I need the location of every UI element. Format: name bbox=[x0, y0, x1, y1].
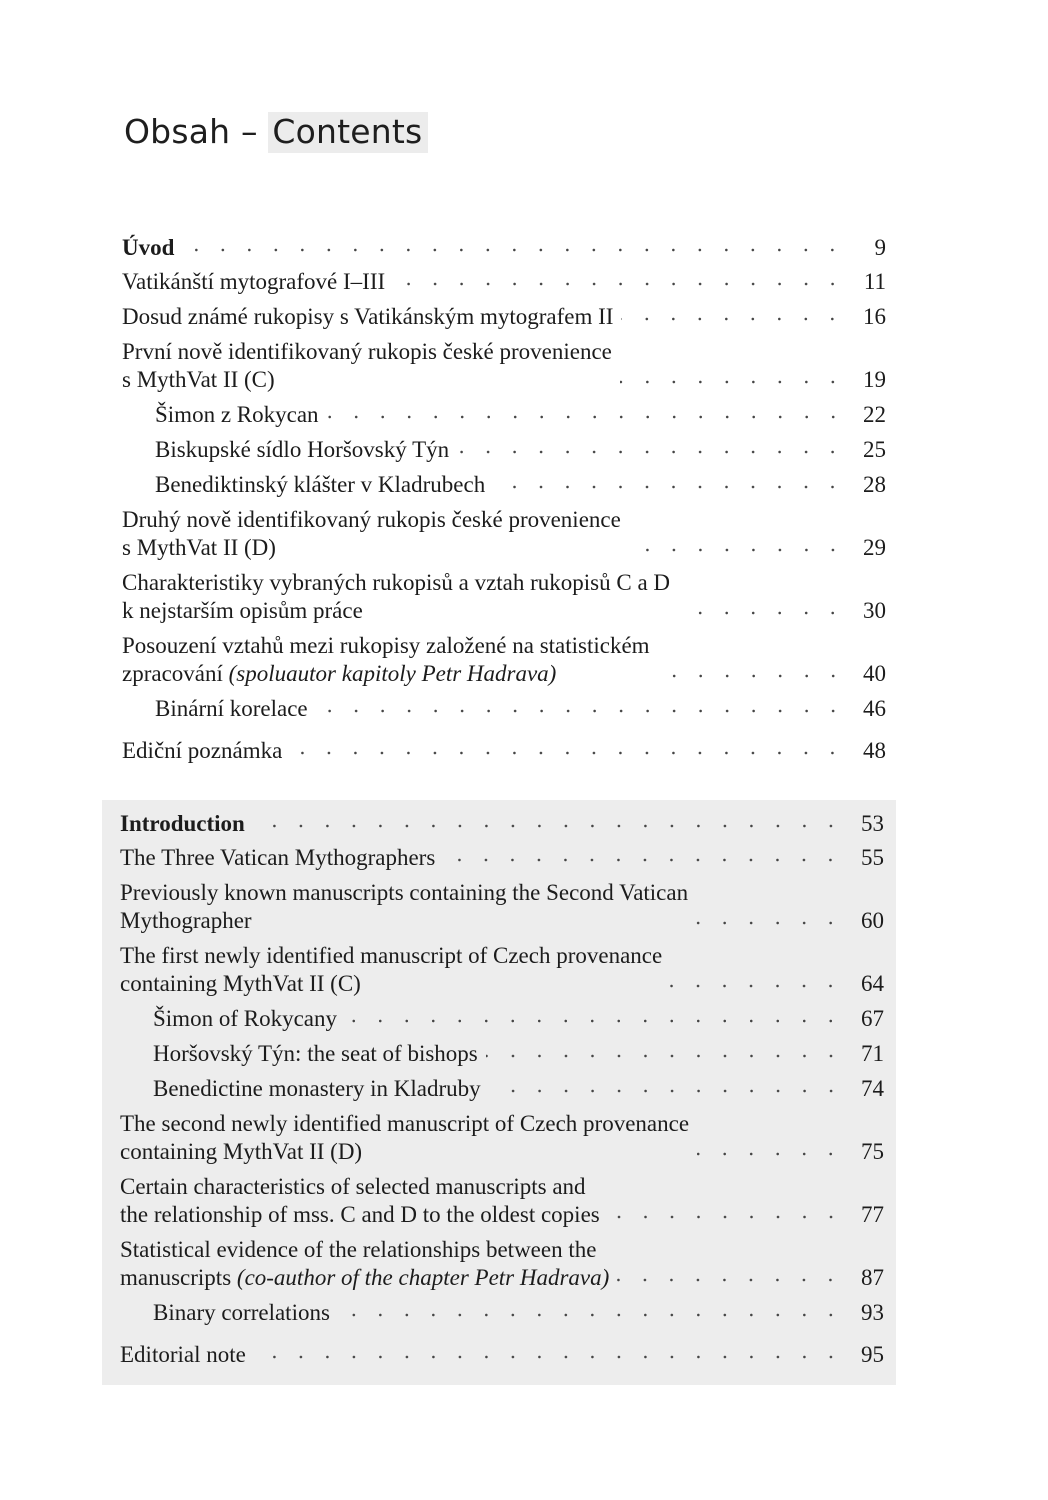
entry-title bbox=[155, 401, 319, 429]
czech-toc-entry[interactable] bbox=[122, 695, 886, 723]
page-number: 19 bbox=[863, 367, 886, 392]
dot-leader bbox=[697, 1151, 844, 1157]
english-toc-entry[interactable] bbox=[120, 810, 884, 838]
entry-title-line: Biskupské sídlo Horšovský Týn bbox=[155, 437, 450, 462]
page-number: 77 bbox=[861, 1202, 884, 1227]
english-toc-entry[interactable] bbox=[120, 1040, 884, 1068]
english-toc-entry[interactable] bbox=[120, 844, 884, 872]
dot-leader bbox=[696, 920, 844, 926]
dot-leader bbox=[327, 414, 846, 420]
czech-toc-entry[interactable] bbox=[122, 569, 886, 625]
entry-coauthor-note: (co-author of the chapter Petr Hadrava) bbox=[236, 1265, 610, 1290]
dot-leader bbox=[254, 1354, 844, 1360]
entry-title bbox=[122, 506, 621, 562]
entry-title bbox=[122, 569, 670, 625]
english-table-of-contents bbox=[120, 810, 884, 1369]
title-czech: Obsah bbox=[124, 112, 231, 151]
dot-leader bbox=[629, 547, 846, 553]
page-number: 93 bbox=[861, 1300, 884, 1325]
dot-leader bbox=[457, 449, 846, 455]
entry-title-line: containing MythVat II (D) bbox=[120, 1139, 363, 1164]
entry-title bbox=[120, 844, 435, 872]
entry-title bbox=[122, 234, 174, 262]
dot-leader bbox=[489, 1088, 844, 1094]
page-number: 9 bbox=[874, 235, 886, 260]
entry-title bbox=[155, 695, 308, 723]
dot-leader bbox=[253, 823, 844, 829]
entry-title-line: Benediktinský klášter v Kladrubech bbox=[155, 472, 486, 497]
entry-title-line: Vatikánští mytografové I–III bbox=[122, 269, 386, 294]
entry-title-line: Posouzení vztahů mezi rukopisy založené na statistickém bbox=[122, 633, 650, 658]
page-number: 28 bbox=[863, 472, 886, 497]
english-toc-entry[interactable] bbox=[120, 1299, 884, 1327]
czech-toc-entry[interactable] bbox=[122, 338, 886, 394]
czech-toc-entry[interactable] bbox=[122, 401, 886, 429]
page-number: 71 bbox=[861, 1041, 884, 1066]
entry-title-line: s MythVat II (C) bbox=[122, 367, 275, 392]
english-toc-entry[interactable] bbox=[120, 1173, 884, 1229]
entry-title-line: manuscripts (co-author of the chapter Petr Hadrava) bbox=[120, 1265, 610, 1290]
page-number: 16 bbox=[863, 304, 886, 329]
dot-leader bbox=[493, 484, 846, 490]
entry-title-line: Ediční poznámka bbox=[122, 738, 283, 763]
czech-toc-entry[interactable] bbox=[122, 471, 886, 499]
dot-leader bbox=[621, 316, 846, 322]
entry-title-line: Úvod bbox=[122, 235, 175, 260]
entry-title-line: The second newly identified manuscript of Czech provenance bbox=[120, 1111, 690, 1136]
page-number: 95 bbox=[861, 1342, 884, 1367]
entry-title-line: První nově identifikovaný rukopis české provenience bbox=[122, 339, 612, 364]
entry-title bbox=[120, 1236, 609, 1292]
page-number: 22 bbox=[863, 402, 886, 427]
entry-title bbox=[122, 338, 612, 394]
entry-title bbox=[120, 1173, 600, 1229]
entry-title-line: Binární korelace bbox=[155, 696, 308, 721]
dot-leader bbox=[338, 1312, 844, 1318]
czech-toc-entry[interactable] bbox=[122, 506, 886, 562]
page-number: 74 bbox=[861, 1076, 884, 1101]
czech-table-of-contents bbox=[122, 234, 886, 765]
entry-title bbox=[155, 436, 449, 464]
entry-title bbox=[153, 1299, 330, 1327]
czech-toc-entry[interactable] bbox=[122, 737, 886, 765]
page-number: 30 bbox=[863, 598, 886, 623]
entry-title bbox=[155, 471, 485, 499]
entry-title bbox=[120, 942, 662, 998]
page-number: 29 bbox=[863, 535, 886, 560]
czech-toc-entry[interactable] bbox=[122, 234, 886, 262]
entry-title-line: zpracování (spoluautor kapitoly Petr Hadrava) bbox=[122, 661, 557, 686]
dot-leader bbox=[617, 1277, 844, 1283]
page-number: 53 bbox=[861, 811, 884, 836]
entry-title-line: k nejstarším opisům práce bbox=[122, 598, 363, 623]
entry-title-line: Druhý nově identifikovaný rukopis české provenience bbox=[122, 507, 621, 532]
entry-title-line: The Three Vatican Mythographers bbox=[120, 845, 436, 870]
entry-title-line: Horšovský Týn: the seat of bishops bbox=[153, 1041, 478, 1066]
entry-title-line: Introduction bbox=[120, 811, 245, 836]
dot-leader bbox=[316, 708, 846, 714]
entry-title bbox=[122, 303, 613, 331]
dot-leader bbox=[345, 1018, 844, 1024]
dot-leader bbox=[290, 750, 846, 756]
entry-title bbox=[120, 1110, 689, 1166]
entry-coauthor-note: (spoluautor kapitoly Petr Hadrava) bbox=[228, 661, 557, 686]
entry-title-line: Šimon z Rokycan bbox=[155, 402, 319, 427]
entry-title-line: Dosud známé rukopisy s Vatikánským mytografem II bbox=[122, 304, 614, 329]
dot-leader bbox=[486, 1053, 844, 1059]
czech-toc-entry[interactable] bbox=[122, 303, 886, 331]
title-english: Contents bbox=[268, 112, 428, 153]
entry-title bbox=[153, 1075, 481, 1103]
entry-title bbox=[120, 810, 245, 838]
entry-title-line: Mythographer bbox=[120, 908, 252, 933]
english-toc-entry[interactable] bbox=[120, 1110, 884, 1166]
english-toc-entry[interactable] bbox=[120, 879, 884, 935]
dot-leader bbox=[658, 673, 846, 679]
dot-leader bbox=[443, 857, 844, 863]
entry-title bbox=[153, 1005, 337, 1033]
czech-toc-entry[interactable] bbox=[122, 268, 886, 296]
title-separator: – bbox=[240, 112, 258, 151]
page-number: 46 bbox=[863, 696, 886, 721]
english-toc-entry[interactable] bbox=[120, 1341, 884, 1369]
english-toc-entry[interactable] bbox=[120, 1005, 884, 1033]
dot-leader bbox=[620, 379, 846, 385]
page-number: 64 bbox=[861, 971, 884, 996]
entry-title bbox=[120, 879, 688, 935]
entry-title bbox=[122, 737, 282, 765]
page-title bbox=[124, 112, 428, 151]
dot-leader bbox=[393, 281, 846, 287]
entry-title-line: Charakteristiky vybraných rukopisů a vztah rukopisů C a D bbox=[122, 570, 671, 595]
entry-title-line: Statistical evidence of the relationships between the bbox=[120, 1237, 597, 1262]
entry-title-line: Benedictine monastery in Kladruby bbox=[153, 1076, 481, 1101]
page-number: 55 bbox=[861, 845, 884, 870]
page-number: 60 bbox=[861, 908, 884, 933]
entry-title-line: containing MythVat II (C) bbox=[120, 971, 361, 996]
czech-toc-entry[interactable] bbox=[122, 436, 886, 464]
page-number: 40 bbox=[863, 661, 886, 686]
dot-leader bbox=[182, 247, 846, 253]
entry-title-line: The first newly identified manuscript of Czech provenance bbox=[120, 943, 663, 968]
entry-title-line: Binary correlations bbox=[153, 1300, 330, 1325]
english-toc-entry[interactable] bbox=[120, 942, 884, 998]
entry-title-line: Editorial note bbox=[120, 1342, 246, 1367]
page-number: 67 bbox=[861, 1006, 884, 1031]
page-number: 75 bbox=[861, 1139, 884, 1164]
entry-title bbox=[122, 632, 650, 688]
czech-toc-entry[interactable] bbox=[122, 632, 886, 688]
page-number: 11 bbox=[863, 269, 886, 294]
entry-title-line: Šimon of Rokycany bbox=[153, 1006, 337, 1031]
entry-title bbox=[153, 1040, 478, 1068]
entry-title bbox=[120, 1341, 246, 1369]
dot-leader bbox=[670, 983, 844, 989]
dot-leader bbox=[678, 610, 846, 616]
entry-title-line: Certain characteristics of selected manuscripts and bbox=[120, 1174, 586, 1199]
page-number: 48 bbox=[863, 738, 886, 763]
entry-title-line: the relationship of mss. C and D to the oldest copies bbox=[120, 1202, 600, 1227]
english-toc-entry[interactable] bbox=[120, 1075, 884, 1103]
entry-title-line: s MythVat II (D) bbox=[122, 535, 276, 560]
entry-title bbox=[122, 268, 385, 296]
page-number: 25 bbox=[863, 437, 886, 462]
page-number: 87 bbox=[861, 1265, 884, 1290]
english-toc-entry[interactable] bbox=[120, 1236, 884, 1292]
dot-leader bbox=[608, 1214, 844, 1220]
entry-title-line: Previously known manuscripts containing the Second Vatican bbox=[120, 880, 689, 905]
